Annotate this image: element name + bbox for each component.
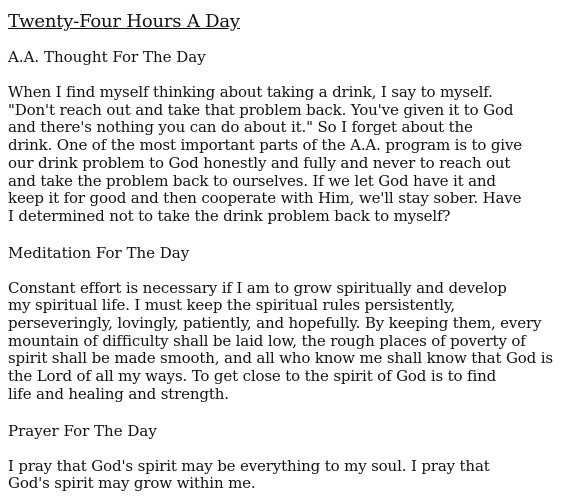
section-paragraph (8, 458, 574, 493)
paragraph-line: spirit shall be made smooth, and all who know me shall know that God is (8, 349, 553, 368)
section-aa-thought (8, 48, 574, 244)
section-paragraph (8, 84, 574, 226)
spacer (8, 34, 574, 48)
section-heading: Prayer For The Day (8, 421, 157, 440)
paragraph-line: mountain of difficulty shall be laid low, the rough places of poverty of (8, 331, 526, 350)
paragraph-line: my spiritual life. I must keep the spiritual rules persistently, (8, 296, 456, 315)
paragraph-line: life and healing and strength. (8, 384, 229, 403)
paragraph-line: the Lord of all my ways. To get close to the spirit of God is to find (8, 367, 497, 386)
paragraph-line: and there's nothing you can do about it." So I forget about the (8, 118, 473, 137)
paragraph-line: I determined not to take the drink problem back to myself? (8, 206, 451, 225)
paragraph-line: I pray that God's spirit may be everything to my soul. I pray that (8, 456, 490, 475)
page-title: Twenty-Four Hours A Day (8, 11, 240, 32)
paragraph-line: "Don't reach out and take that problem back. You've given it to God (8, 100, 514, 119)
section-paragraph (8, 280, 574, 404)
paragraph-line: and take the problem back to ourselves. If we let God have it and (8, 171, 496, 190)
section-prayer (8, 422, 574, 493)
paragraph-line: Constant effort is necessary if I am to grow spiritually and develop (8, 278, 507, 297)
paragraph-line: When I find myself thinking about taking a drink, I say to myself. (8, 83, 493, 101)
section-meditation (8, 244, 574, 422)
paragraph-line: our drink problem to God honestly and fully and never to reach out (8, 153, 511, 172)
paragraph-line: keep it for good and then cooperate with Him, we'll stay sober. Have (8, 189, 522, 208)
paragraph-line: drink. One of the most important parts of the A.A. program is to give (8, 136, 523, 155)
paragraph-line: perseveringly, lovingly, patiently, and hopefully. By keeping them, every (8, 314, 542, 333)
section-heading: A.A. Thought For The Day (8, 48, 206, 66)
paragraph-line: God's spirit may grow within me. (8, 474, 256, 493)
section-heading: Meditation For The Day (8, 243, 190, 262)
